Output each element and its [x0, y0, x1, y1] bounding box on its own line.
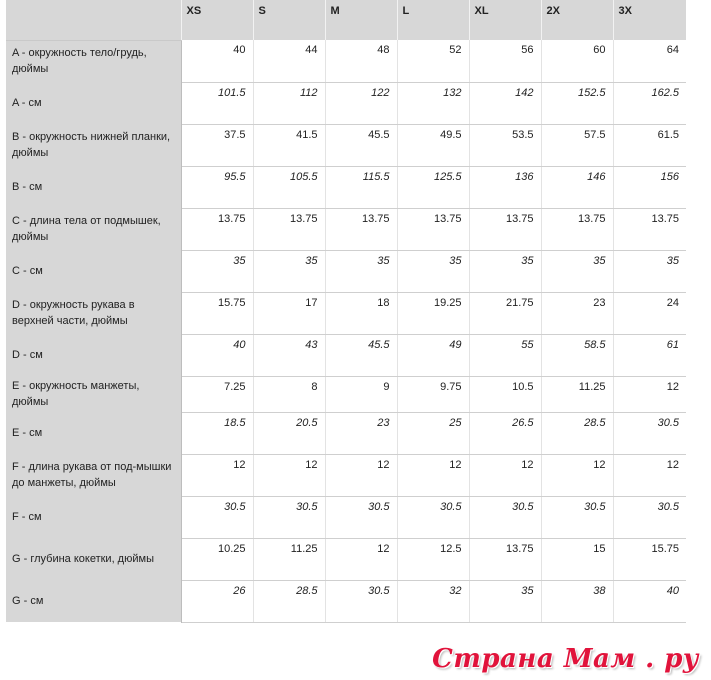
table-cell: 18	[325, 292, 397, 334]
table-cell: 35	[469, 250, 541, 292]
table-cell: 9.75	[397, 376, 469, 412]
table-cell: 12	[325, 454, 397, 496]
table-row	[6, 82, 686, 124]
table-cell: 15	[541, 538, 613, 580]
table-row	[6, 208, 686, 250]
table-cell: 13.75	[253, 208, 325, 250]
table-cell: 60	[541, 40, 613, 82]
table-cell: 12	[541, 454, 613, 496]
row-label: D - окружность рукава в верхней части, дюймы	[6, 292, 181, 334]
table-row	[6, 538, 686, 580]
table-cell: 12	[469, 454, 541, 496]
size-header: XS	[181, 0, 253, 40]
row-label: A - окружность тело/грудь, дюймы	[6, 40, 181, 82]
table-cell: 24	[613, 292, 686, 334]
table-cell: 35	[397, 250, 469, 292]
table-cell: 44	[253, 40, 325, 82]
size-header: XL	[469, 0, 541, 40]
table-cell: 43	[253, 334, 325, 376]
table-cell: 136	[469, 166, 541, 208]
table-cell: 12.5	[397, 538, 469, 580]
table-row	[6, 454, 686, 496]
table-cell: 30.5	[181, 496, 253, 538]
table-cell: 10.25	[181, 538, 253, 580]
row-label: D - см	[6, 334, 181, 376]
table-cell: 40	[613, 580, 686, 622]
table-cell: 13.75	[469, 538, 541, 580]
row-label: C - см	[6, 250, 181, 292]
table-cell: 30.5	[325, 496, 397, 538]
table-cell: 115.5	[325, 166, 397, 208]
table-cell: 13.75	[541, 208, 613, 250]
table-cell: 45.5	[325, 334, 397, 376]
table-cell: 35	[541, 250, 613, 292]
table-cell: 12	[613, 454, 686, 496]
table-row	[6, 40, 686, 82]
table-row	[6, 292, 686, 334]
table-cell: 40	[181, 334, 253, 376]
table-cell: 28.5	[253, 580, 325, 622]
table-cell: 30.5	[613, 496, 686, 538]
table-cell: 125.5	[397, 166, 469, 208]
table-row	[6, 166, 686, 208]
table-cell: 101.5	[181, 82, 253, 124]
table-cell: 19.25	[397, 292, 469, 334]
table-cell: 48	[325, 40, 397, 82]
table-cell: 30.5	[397, 496, 469, 538]
size-header: L	[397, 0, 469, 40]
row-label: B - окружность нижней планки, дюймы	[6, 124, 181, 166]
table-cell: 13.75	[181, 208, 253, 250]
table-cell: 15.75	[613, 538, 686, 580]
size-header: M	[325, 0, 397, 40]
size-chart-table	[6, 0, 686, 623]
table-cell: 61.5	[613, 124, 686, 166]
table-cell: 23	[325, 412, 397, 454]
row-label: F - см	[6, 496, 181, 538]
table-cell: 156	[613, 166, 686, 208]
row-label: E - окружность манжеты, дюймы	[6, 376, 181, 412]
row-label: E - см	[6, 412, 181, 454]
table-cell: 57.5	[541, 124, 613, 166]
table-cell: 30.5	[469, 496, 541, 538]
table-cell: 38	[541, 580, 613, 622]
table-cell: 162.5	[613, 82, 686, 124]
table-cell: 49	[397, 334, 469, 376]
size-header: S	[253, 0, 325, 40]
table-cell: 122	[325, 82, 397, 124]
table-cell: 52	[397, 40, 469, 82]
table-cell: 7.25	[181, 376, 253, 412]
table-row	[6, 250, 686, 292]
table-cell: 146	[541, 166, 613, 208]
row-label: A - см	[6, 82, 181, 124]
table-row	[6, 124, 686, 166]
table-cell: 23	[541, 292, 613, 334]
table-cell: 12	[325, 538, 397, 580]
table-cell: 12	[253, 454, 325, 496]
size-header: 3X	[613, 0, 686, 40]
table-row	[6, 334, 686, 376]
table-row	[6, 496, 686, 538]
table-cell: 30.5	[253, 496, 325, 538]
table-row	[6, 580, 686, 622]
table-cell: 15.75	[181, 292, 253, 334]
row-label: G - см	[6, 580, 181, 622]
table-cell: 105.5	[253, 166, 325, 208]
table-cell: 45.5	[325, 124, 397, 166]
site-watermark: Страна Мам . ру	[432, 644, 699, 674]
table-cell: 13.75	[397, 208, 469, 250]
table-cell: 112	[253, 82, 325, 124]
table-cell: 152.5	[541, 82, 613, 124]
row-label: B - см	[6, 166, 181, 208]
table-cell: 56	[469, 40, 541, 82]
table-cell: 61	[613, 334, 686, 376]
table-cell: 12	[613, 376, 686, 412]
table-cell: 17	[253, 292, 325, 334]
table-cell: 35	[613, 250, 686, 292]
table-cell: 95.5	[181, 166, 253, 208]
table-cell: 49.5	[397, 124, 469, 166]
table-cell: 55	[469, 334, 541, 376]
table-row	[6, 412, 686, 454]
table-cell: 26	[181, 580, 253, 622]
table-cell: 40	[181, 40, 253, 82]
table-cell: 58.5	[541, 334, 613, 376]
table-cell: 11.25	[541, 376, 613, 412]
table-cell: 37.5	[181, 124, 253, 166]
table-cell: 35	[469, 580, 541, 622]
table-cell: 64	[613, 40, 686, 82]
table-cell: 12	[397, 454, 469, 496]
table-cell: 13.75	[613, 208, 686, 250]
table-cell: 28.5	[541, 412, 613, 454]
table-cell: 21.75	[469, 292, 541, 334]
table-cell: 26.5	[469, 412, 541, 454]
table-cell: 132	[397, 82, 469, 124]
table-cell: 20.5	[253, 412, 325, 454]
row-label: F - длина рукава от под-мышки до манжеты, дюймы	[6, 454, 181, 496]
table-cell: 13.75	[325, 208, 397, 250]
table-cell: 11.25	[253, 538, 325, 580]
table-cell: 35	[181, 250, 253, 292]
table-cell: 10.5	[469, 376, 541, 412]
table-cell: 30.5	[541, 496, 613, 538]
table-cell: 18.5	[181, 412, 253, 454]
table-cell: 32	[397, 580, 469, 622]
size-table-container	[6, 0, 686, 624]
table-cell: 30.5	[325, 580, 397, 622]
row-label: G - глубина кокетки, дюймы	[6, 538, 181, 580]
table-row	[6, 376, 686, 412]
table-cell: 30.5	[613, 412, 686, 454]
table-body	[6, 40, 686, 622]
table-cell: 35	[253, 250, 325, 292]
table-cell: 53.5	[469, 124, 541, 166]
header-row	[6, 0, 686, 40]
table-cell: 41.5	[253, 124, 325, 166]
table-cell: 13.75	[469, 208, 541, 250]
table-cell: 25	[397, 412, 469, 454]
table-cell: 8	[253, 376, 325, 412]
table-cell: 142	[469, 82, 541, 124]
table-cell: 12	[181, 454, 253, 496]
size-header: 2X	[541, 0, 613, 40]
header-corner-cell	[6, 0, 181, 40]
table-cell: 35	[325, 250, 397, 292]
table-cell: 9	[325, 376, 397, 412]
row-label: C - длина тела от подмышек, дюймы	[6, 208, 181, 250]
